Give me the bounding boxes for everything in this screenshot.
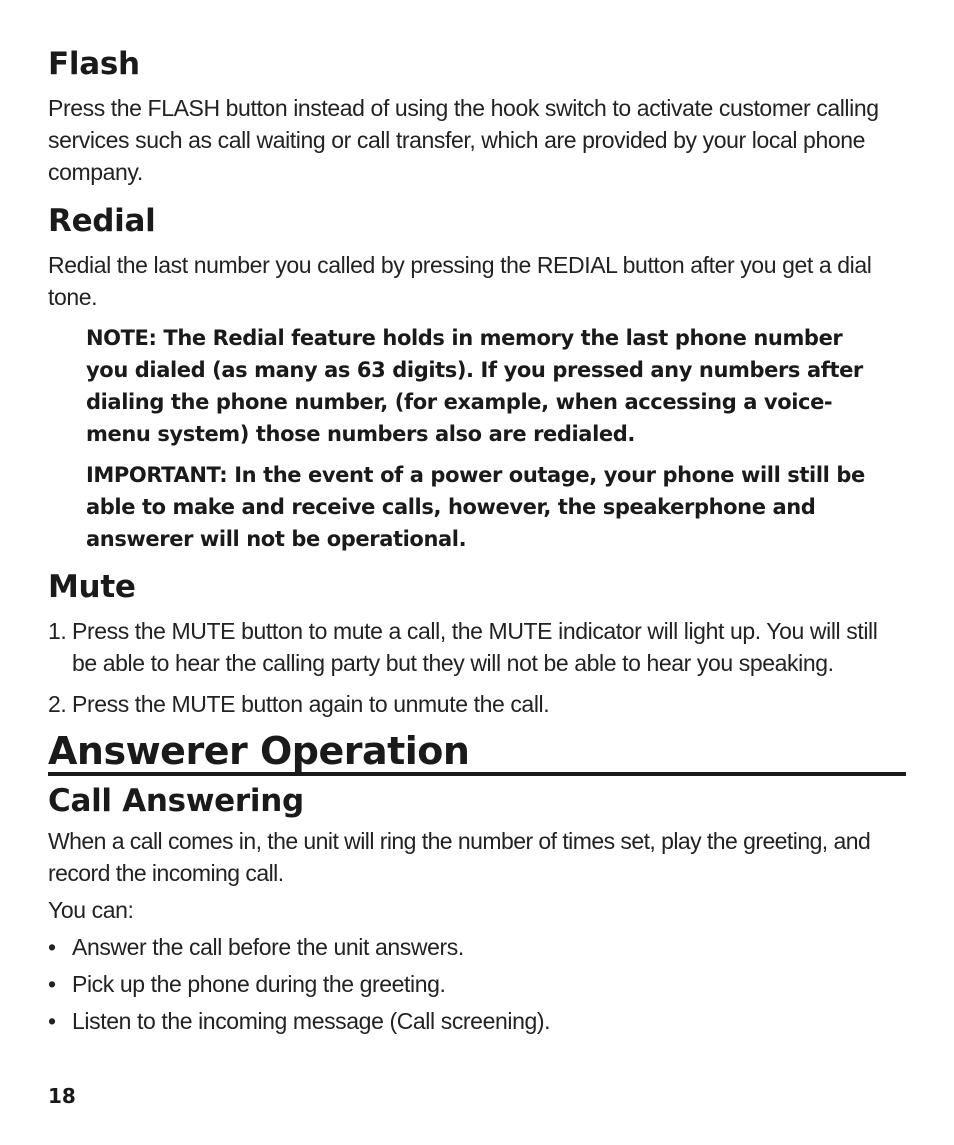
bullet-icon: • <box>48 971 56 997</box>
you-can-intro: You can: <box>48 897 134 923</box>
bullet-icon: • <box>48 1008 56 1034</box>
bullet-icon: • <box>48 934 56 960</box>
answerer-operation-heading: Answerer Operation <box>48 730 906 776</box>
step-number: 2. <box>48 691 67 717</box>
redial-body: Redial the last number you called by pressing the REDIAL button after you get a dial tone. <box>48 252 872 310</box>
mute-step <box>48 615 908 679</box>
bullet-text: Answer the call before the unit answers. <box>72 934 464 960</box>
flash-body: Press the FLASH button instead of using the hook switch to activate customer calling services such as call waiting or call transfer, which are provided by your local phone company. <box>48 95 879 185</box>
bullet-item <box>48 968 908 1000</box>
bullet-item <box>48 931 908 963</box>
page-number: 18 <box>48 1084 76 1108</box>
flash-heading: Flash <box>48 46 140 82</box>
step-text: Press the MUTE button to mute a call, the MUTE indicator will light up. You will still be able to hear the calling party but they will not be able to hear you speaking. <box>72 618 878 676</box>
step-text: Press the MUTE button again to unmute the call. <box>72 691 550 717</box>
mute-step <box>48 688 908 720</box>
bullet-text: Listen to the incoming message (Call screening). <box>72 1008 551 1034</box>
redial-heading: Redial <box>48 203 156 239</box>
call-answering-body: When a call comes in, the unit will ring the number of times set, play the greeting, and record the incoming call. <box>48 828 871 886</box>
call-answering-heading: Call Answering <box>48 783 304 819</box>
bullet-text: Pick up the phone during the greeting. <box>72 971 446 997</box>
bullet-item <box>48 1005 908 1037</box>
power-outage-important: IMPORTANT: In the event of a power outage, your phone will still be able to make and receive calls, however, the speakerphone and answerer will not be operational. <box>86 463 865 551</box>
mute-heading: Mute <box>48 569 136 605</box>
step-number: 1. <box>48 618 67 644</box>
redial-note: NOTE: The Redial feature holds in memory the last phone number you dialed (as many as 63 digits). If you pressed any numbers after dialing the phone number, (for example, when accessing a voice-menu system) those numbers also are redialed. <box>86 326 863 446</box>
